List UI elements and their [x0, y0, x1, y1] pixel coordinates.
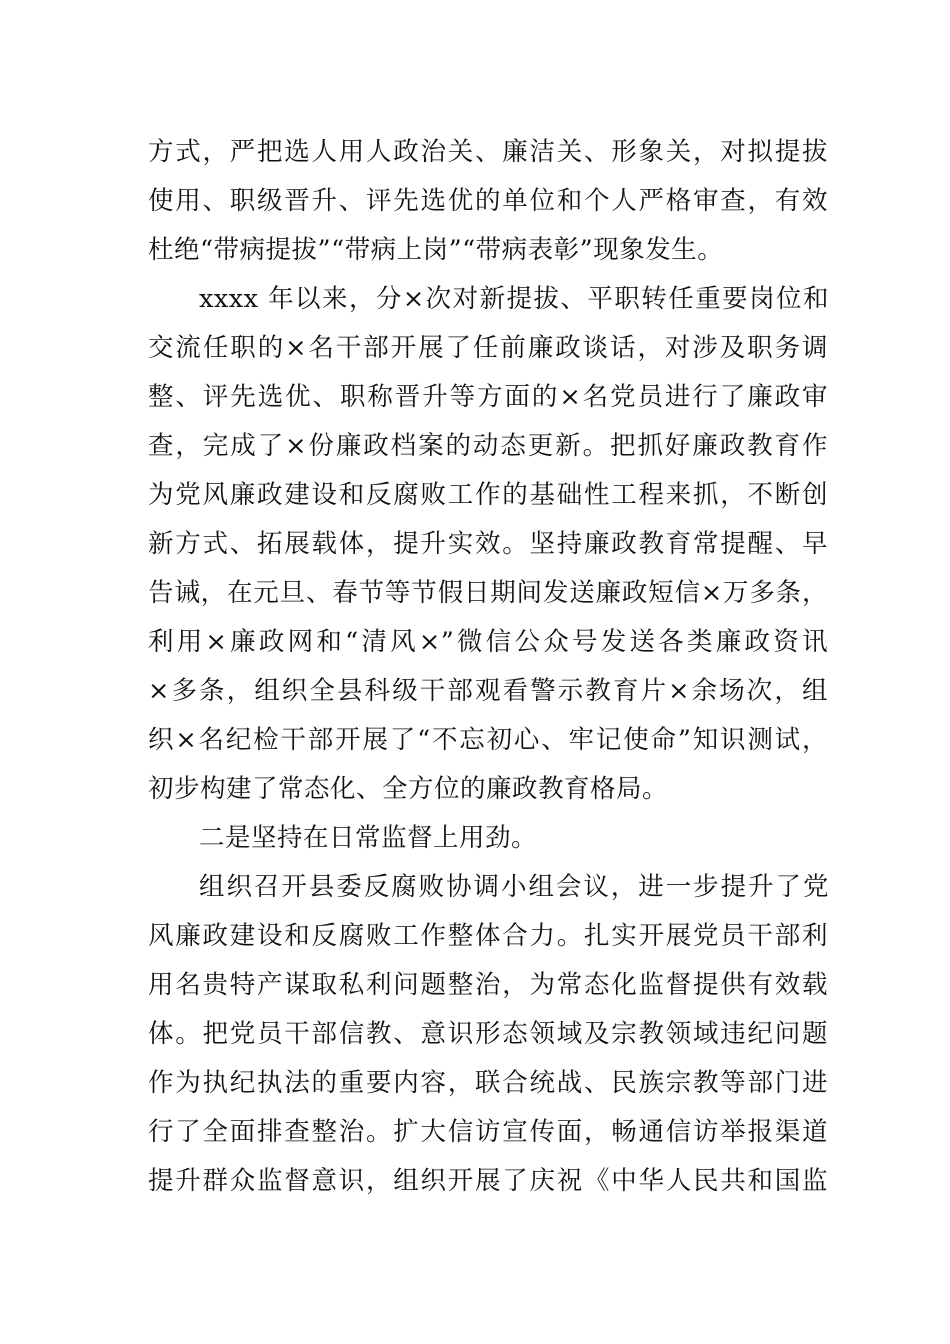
text-line: 利用×廉政网和“清风×”微信公众号发送各类廉政资讯 [148, 627, 828, 657]
text-line: 风廉政建设和反腐败工作整体合力。扎实开展党员干部利 [148, 921, 828, 951]
text-line: 整、评先选优、职称晋升等方面的×名党员进行了廉政审 [148, 382, 828, 412]
text-line: 作为执纪执法的重要内容，联合统战、民族宗教等部门进 [148, 1068, 828, 1098]
text-line: 新方式、拓展载体，提升实效。坚持廉政教育常提醒、早 [148, 529, 828, 559]
paragraph-first-line: 组织召开县委反腐败协调小组会议，进一步提升了党 [199, 872, 829, 902]
text-line: 告诫，在元旦、春节等节假日期间发送廉政短信×万多条， [148, 578, 828, 608]
text-line: 查，完成了×份廉政档案的动态更新。把抓好廉政教育作 [148, 431, 828, 461]
text-line: 织×名纪检干部开展了“不忘初心、牢记使命”知识测试， [148, 725, 828, 755]
text-line: 交流任职的×名干部开展了任前廉政谈话，对涉及职务调 [148, 333, 828, 363]
text-line: 方式，严把选人用人政治关、廉洁关、形象关，对拟提拔 [148, 137, 828, 167]
text-line: 行了全面排查整治。扩大信访宣传面，畅通信访举报渠道 [148, 1117, 828, 1147]
text-line: ×多条，组织全县科级干部观看警示教育片×余场次，组 [148, 676, 828, 706]
text-line: 体。把党员干部信教、意识形态领域及宗教领域违纪问题 [148, 1019, 828, 1049]
paragraph-first-line: xxxx 年以来，分×次对新提拔、平职转任重要岗位和 [199, 284, 829, 314]
text-line: 使用、职级晋升、评先选优的单位和个人严格审查，有效 [148, 186, 828, 216]
text-line: 初步构建了常态化、全方位的廉政教育格局。 [148, 774, 669, 804]
text-line: 为党风廉政建设和反腐败工作的基础性工程来抓，不断创 [148, 480, 828, 510]
section-heading: 二是坚持在日常监督上用劲。 [199, 823, 538, 853]
text-line: 用名贵特产谋取私利问题整治，为常态化监督提供有效载 [148, 970, 828, 1000]
text-line: 杜绝“带病提拔”“带病上岗”“带病表彰”现象发生。 [148, 235, 724, 265]
text-line: 提升群众监督意识，组织开展了庆祝《中华人民共和国监 [148, 1166, 828, 1196]
